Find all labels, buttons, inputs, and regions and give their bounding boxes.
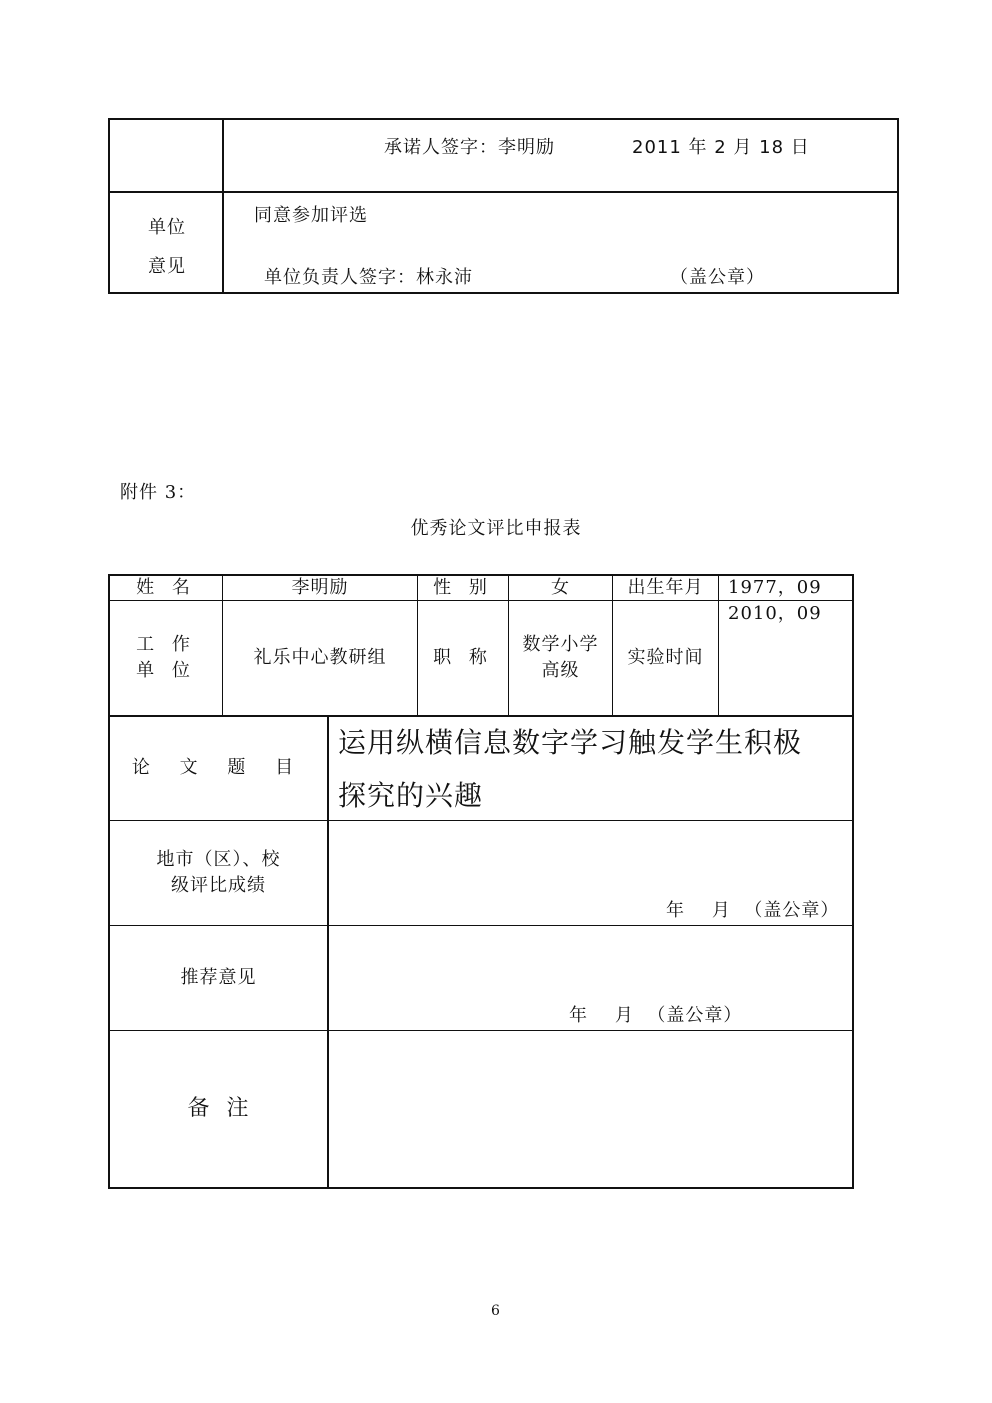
grade-label-line1: 地市（区）、校 bbox=[156, 849, 281, 870]
work-unit-value: 礼乐中心教研组 bbox=[253, 647, 387, 668]
paper-title-line1: 运用纵横信息数字学习触发学生积极 bbox=[338, 726, 803, 759]
unit-opinion-text: 同意参加评选 bbox=[254, 205, 368, 226]
promise-signature: 承诺人签字：李明励 bbox=[384, 137, 555, 158]
work-unit-label-line1: 工 作 bbox=[136, 634, 196, 655]
promise-date: 2011 年 2 月 18 日 bbox=[632, 137, 810, 158]
birth-value: 1977，09 bbox=[728, 577, 822, 598]
exp-time-value: 2010，09 bbox=[728, 603, 822, 624]
recommend-date-seal: 年 月 （盖公章） bbox=[569, 1005, 743, 1026]
paper-title-label: 论 文 题 目 bbox=[131, 757, 306, 778]
birth-label: 出生年月 bbox=[627, 577, 704, 598]
form-col-line bbox=[718, 575, 719, 716]
recommend-label: 推荐意见 bbox=[180, 967, 257, 988]
job-title-value-line1: 数学小学 bbox=[522, 634, 599, 655]
grade-label-line2: 级评比成绩 bbox=[171, 875, 266, 896]
name-label: 姓 名 bbox=[136, 577, 196, 598]
unit-seal: （盖公章） bbox=[670, 267, 765, 288]
unit-opinion-label-line1: 单位 bbox=[148, 217, 186, 238]
unit-opinion-label-line2: 意见 bbox=[148, 256, 186, 277]
form-row-line bbox=[108, 715, 854, 717]
grade-date-seal: 年 月 （盖公章） bbox=[666, 900, 840, 921]
attachment-label: 附件 3： bbox=[120, 482, 197, 503]
promise-table-col-divider bbox=[222, 118, 224, 294]
job-title-label: 职 称 bbox=[433, 647, 493, 668]
page-number: 6 bbox=[491, 1303, 501, 1319]
remarks-label: 备 注 bbox=[187, 1096, 250, 1121]
form-row-line bbox=[109, 600, 853, 601]
gender-value: 女 bbox=[551, 577, 570, 598]
promise-table-row-divider bbox=[108, 191, 899, 193]
form-col-line bbox=[327, 715, 329, 1188]
exp-time-label: 实验时间 bbox=[627, 647, 704, 668]
paper-title-line2: 探究的兴趣 bbox=[338, 779, 484, 812]
name-value: 李明励 bbox=[291, 577, 349, 598]
form-row-line bbox=[109, 925, 853, 926]
work-unit-label-line2: 单 位 bbox=[136, 660, 196, 681]
form-row-line bbox=[109, 1030, 853, 1031]
form-title: 优秀论文评比申报表 bbox=[410, 518, 582, 539]
gender-label: 性 别 bbox=[433, 577, 493, 598]
job-title-value-line2: 高级 bbox=[541, 660, 580, 681]
form-row-line bbox=[109, 820, 853, 821]
unit-head-signature: 单位负责人签字：林永沛 bbox=[264, 267, 473, 288]
